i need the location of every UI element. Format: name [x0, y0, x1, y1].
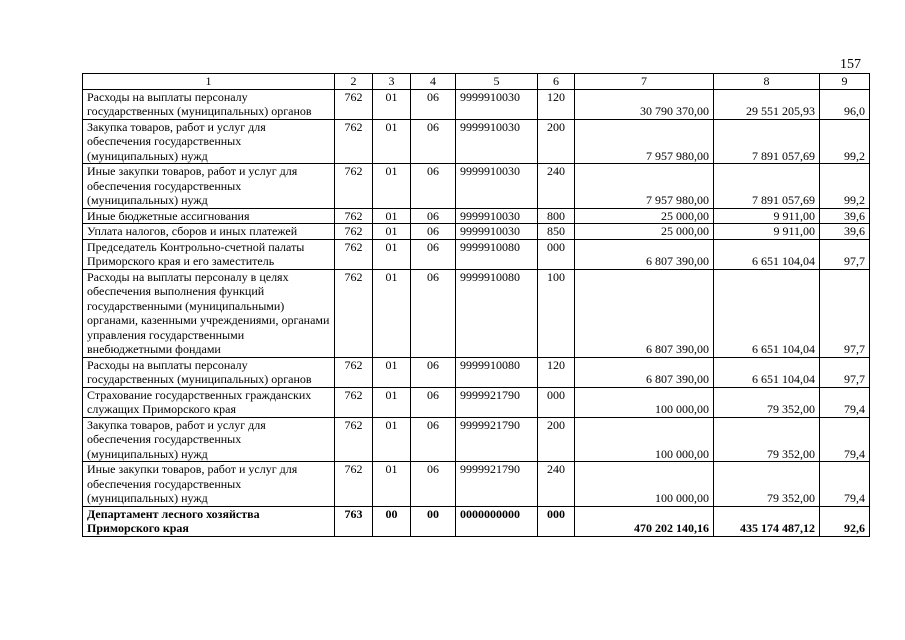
planned-amount-cell: 30 790 370,00: [575, 89, 714, 119]
ministry-code-cell: 762: [335, 269, 373, 357]
table-row: [83, 119, 870, 164]
subsection-code-cell: 06: [411, 224, 456, 240]
subsection-code-cell: 06: [411, 417, 456, 462]
expense-type-cell: 850: [538, 224, 575, 240]
subsection-code-cell: 06: [411, 208, 456, 224]
section-code-cell: 01: [373, 89, 411, 119]
section-code-cell: 01: [373, 357, 411, 387]
ministry-code-cell: 762: [335, 357, 373, 387]
execution-percent-cell: 39,6: [820, 208, 870, 224]
executed-amount-cell: 79 352,00: [714, 462, 820, 507]
executed-amount-cell: 7 891 057,69: [714, 164, 820, 209]
column-header: 6: [538, 74, 575, 90]
expense-type-cell: 200: [538, 417, 575, 462]
ministry-code-cell: 763: [335, 506, 373, 536]
expense-type-cell: 000: [538, 506, 575, 536]
row-name-cell: Расходы на выплаты персоналу государственных (муниципальных) органов: [83, 357, 335, 387]
subsection-code-cell: 06: [411, 269, 456, 357]
executed-amount-cell: 29 551 205,93: [714, 89, 820, 119]
row-name-cell: Страхование государственных гражданских служащих Приморского края: [83, 387, 335, 417]
row-name-cell: Уплата налогов, сборов и иных платежей: [83, 224, 335, 240]
planned-amount-cell: 100 000,00: [575, 417, 714, 462]
subsection-code-cell: 00: [411, 506, 456, 536]
subsection-code-cell: 06: [411, 239, 456, 269]
row-name-cell: Расходы на выплаты персоналу в целях обеспечения выполнения функций государственными (муниципальными) органами, казенными учреждениями, органами управления государственными внебюджетными фондами: [83, 269, 335, 357]
executed-amount-cell: 79 352,00: [714, 387, 820, 417]
target-article-cell: 9999910030: [456, 89, 538, 119]
section-code-cell: 01: [373, 164, 411, 209]
table-row: [83, 224, 870, 240]
row-name-cell: Закупка товаров, работ и услуг для обеспечения государственных (муниципальных) нужд: [83, 417, 335, 462]
target-article-cell: 9999910080: [456, 239, 538, 269]
section-code-cell: 01: [373, 387, 411, 417]
section-code-cell: 01: [373, 208, 411, 224]
section-code-cell: 01: [373, 417, 411, 462]
subsection-code-cell: 06: [411, 357, 456, 387]
execution-percent-cell: 79,4: [820, 387, 870, 417]
expense-type-cell: 000: [538, 387, 575, 417]
budget-table: [82, 73, 870, 537]
execution-percent-cell: 96,0: [820, 89, 870, 119]
executed-amount-cell: 9 911,00: [714, 224, 820, 240]
row-name-cell: Закупка товаров, работ и услуг для обеспечения государственных (муниципальных) нужд: [83, 119, 335, 164]
planned-amount-cell: 7 957 980,00: [575, 164, 714, 209]
expense-type-cell: 100: [538, 269, 575, 357]
execution-percent-cell: 79,4: [820, 417, 870, 462]
column-header: 2: [335, 74, 373, 90]
expense-type-cell: 120: [538, 357, 575, 387]
planned-amount-cell: 6 807 390,00: [575, 269, 714, 357]
ministry-code-cell: 762: [335, 208, 373, 224]
execution-percent-cell: 79,4: [820, 462, 870, 507]
table-row: [83, 417, 870, 462]
executed-amount-cell: 79 352,00: [714, 417, 820, 462]
expense-type-cell: 200: [538, 119, 575, 164]
planned-amount-cell: 25 000,00: [575, 208, 714, 224]
row-name-cell: Иные закупки товаров, работ и услуг для обеспечения государственных (муниципальных) нужд: [83, 462, 335, 507]
section-code-cell: 01: [373, 269, 411, 357]
executed-amount-cell: 9 911,00: [714, 208, 820, 224]
ministry-code-cell: 762: [335, 462, 373, 507]
planned-amount-cell: 6 807 390,00: [575, 357, 714, 387]
execution-percent-cell: 97,7: [820, 239, 870, 269]
executed-amount-cell: 6 651 104,04: [714, 357, 820, 387]
target-article-cell: 9999921790: [456, 387, 538, 417]
row-name-cell: Расходы на выплаты персоналу государственных (муниципальных) органов: [83, 89, 335, 119]
execution-percent-cell: 99,2: [820, 164, 870, 209]
planned-amount-cell: 470 202 140,16: [575, 506, 714, 536]
row-name-cell: Иные бюджетные ассигнования: [83, 208, 335, 224]
ministry-code-cell: 762: [335, 164, 373, 209]
ministry-code-cell: 762: [335, 239, 373, 269]
table-header-row: [83, 74, 870, 90]
table-row: [83, 164, 870, 209]
target-article-cell: 9999910080: [456, 357, 538, 387]
column-header: 8: [714, 74, 820, 90]
planned-amount-cell: 100 000,00: [575, 387, 714, 417]
ministry-code-cell: 762: [335, 119, 373, 164]
execution-percent-cell: 97,7: [820, 357, 870, 387]
executed-amount-cell: 6 651 104,04: [714, 239, 820, 269]
ministry-code-cell: 762: [335, 89, 373, 119]
planned-amount-cell: 100 000,00: [575, 462, 714, 507]
table-row: [83, 89, 870, 119]
ministry-code-cell: 762: [335, 387, 373, 417]
execution-percent-cell: 92,6: [820, 506, 870, 536]
executed-amount-cell: 7 891 057,69: [714, 119, 820, 164]
target-article-cell: 9999910030: [456, 224, 538, 240]
execution-percent-cell: 99,2: [820, 119, 870, 164]
section-code-cell: 01: [373, 119, 411, 164]
column-header: 3: [373, 74, 411, 90]
ministry-code-cell: 762: [335, 224, 373, 240]
target-article-cell: 9999910030: [456, 164, 538, 209]
expense-type-cell: 800: [538, 208, 575, 224]
column-header: 4: [411, 74, 456, 90]
expense-type-cell: 120: [538, 89, 575, 119]
target-article-cell: 0000000000: [456, 506, 538, 536]
expense-type-cell: 000: [538, 239, 575, 269]
column-header: 9: [820, 74, 870, 90]
section-code-cell: 01: [373, 239, 411, 269]
target-article-cell: 9999910030: [456, 119, 538, 164]
table-row: [83, 387, 870, 417]
section-code-cell: 01: [373, 462, 411, 507]
table-row: [83, 208, 870, 224]
row-name-cell: Департамент лесного хозяйства Приморского края: [83, 506, 335, 536]
page-number: 157: [840, 57, 861, 72]
table-row: [83, 462, 870, 507]
subsection-code-cell: 06: [411, 462, 456, 507]
target-article-cell: 9999910080: [456, 269, 538, 357]
table-row: [83, 506, 870, 536]
planned-amount-cell: 6 807 390,00: [575, 239, 714, 269]
row-name-cell: Иные закупки товаров, работ и услуг для обеспечения государственных (муниципальных) нужд: [83, 164, 335, 209]
column-header: 1: [83, 74, 335, 90]
section-code-cell: 00: [373, 506, 411, 536]
target-article-cell: 9999921790: [456, 462, 538, 507]
expense-type-cell: 240: [538, 462, 575, 507]
column-header: 7: [575, 74, 714, 90]
planned-amount-cell: 7 957 980,00: [575, 119, 714, 164]
planned-amount-cell: 25 000,00: [575, 224, 714, 240]
ministry-code-cell: 762: [335, 417, 373, 462]
table-row: [83, 269, 870, 357]
execution-percent-cell: 39,6: [820, 224, 870, 240]
executed-amount-cell: 6 651 104,04: [714, 269, 820, 357]
subsection-code-cell: 06: [411, 164, 456, 209]
table-row: [83, 357, 870, 387]
expense-type-cell: 240: [538, 164, 575, 209]
execution-percent-cell: 97,7: [820, 269, 870, 357]
executed-amount-cell: 435 174 487,12: [714, 506, 820, 536]
column-header: 5: [456, 74, 538, 90]
target-article-cell: 9999921790: [456, 417, 538, 462]
section-code-cell: 01: [373, 224, 411, 240]
row-name-cell: Председатель Контрольно-счетной палаты Приморского края и его заместитель: [83, 239, 335, 269]
subsection-code-cell: 06: [411, 119, 456, 164]
table-row: [83, 239, 870, 269]
target-article-cell: 9999910030: [456, 208, 538, 224]
subsection-code-cell: 06: [411, 89, 456, 119]
subsection-code-cell: 06: [411, 387, 456, 417]
